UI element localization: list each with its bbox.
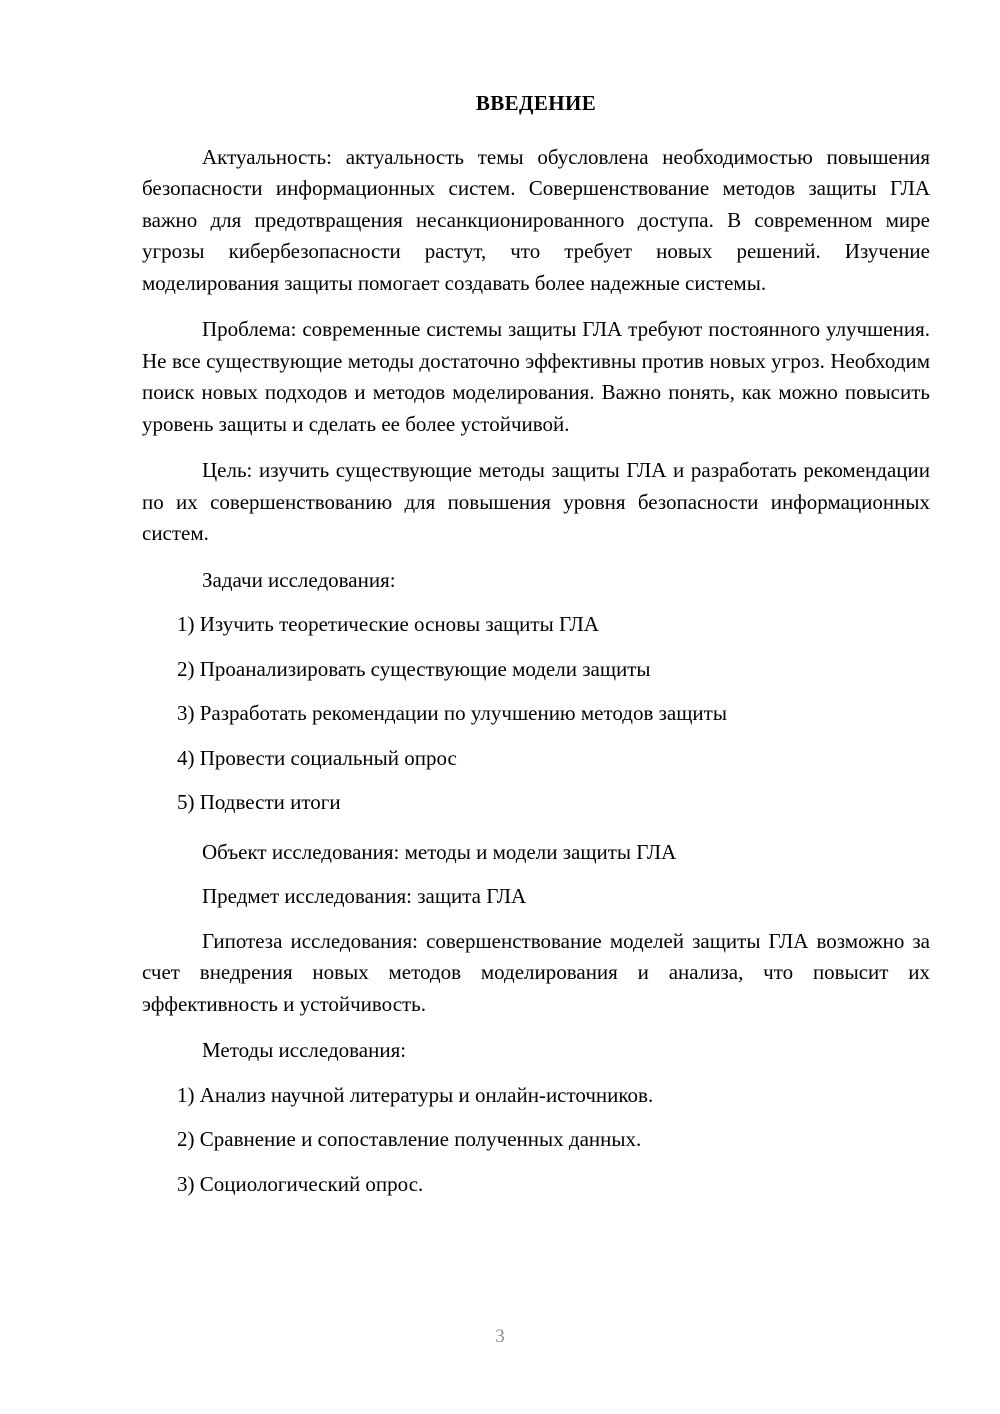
subject-of-research: Предмет исследования: защита ГЛА — [202, 884, 527, 908]
list-item: 4) Провести социальный опрос — [177, 745, 457, 770]
list-item: 5) Подвести итоги — [177, 790, 341, 814]
page-title: ВВЕДЕНИЕ — [475, 91, 597, 115]
spacer — [142, 1067, 930, 1080]
spacer — [142, 442, 930, 455]
paragraph-problem: Проблема: современные системы защиты ГЛА требуют постоянного улучшения. Не все существующие методы достаточно эффективны против новых угроз. Необходим поиск новых подходов и методов моделирования. Важно понять, как можно повысить уровень защиты и сделать ее более устойчивой. — [142, 317, 930, 436]
list-item: 2) Сравнение и сопоставление полученных данных. — [177, 1127, 642, 1151]
list-item: 3) Разработать рекомендации по улучшению методов защиты — [177, 701, 727, 725]
methods-list — [142, 1080, 930, 1201]
spacer — [142, 819, 930, 837]
paragraph-goal: Цель: изучить существующие методы защиты ГЛА и разработать рекомендации по их совершенствованию для повышения уровня безопасности информационных систем. — [142, 458, 930, 545]
document-body — [142, 88, 930, 1200]
spacer — [142, 596, 930, 609]
list-item: 2) Проанализировать существующие модели защиты — [177, 656, 651, 681]
spacer — [142, 301, 930, 314]
spacer — [142, 1022, 930, 1035]
tasks-list — [142, 609, 930, 819]
paragraph-hypothesis: Гипотеза исследования: совершенствование моделей защиты ГЛА возможно за счет внедрения новых методов моделирования и анализа, что повысит их эффективность и устойчивость. — [142, 928, 930, 1016]
list-item: 3) Социологический опрос. — [177, 1171, 424, 1196]
object-of-research: Объект исследования: методы и модели защиты ГЛА — [202, 839, 677, 864]
list-item: 1) Анализ научной литературы и онлайн-источников. — [177, 1082, 654, 1107]
page-number: 3 — [495, 1326, 505, 1347]
paragraph-relevance: Актуальность: актуальность темы обусловлена необходимостью повышения безопасности информационных систем. Совершенствование методов защиты ГЛА важно для предотвращения несанкционированного доступа. В современном мире угрозы кибербезопасности растут, что требует новых решений. Изучение моделирования защиты помогает создавать более надежные системы. — [142, 144, 930, 295]
methods-heading: Методы исследования: — [202, 1038, 407, 1062]
list-item: 1) Изучить теоретические основы защиты ГЛА — [177, 612, 599, 636]
spacer — [142, 552, 930, 565]
tasks-heading: Задачи исследования: — [202, 567, 396, 592]
